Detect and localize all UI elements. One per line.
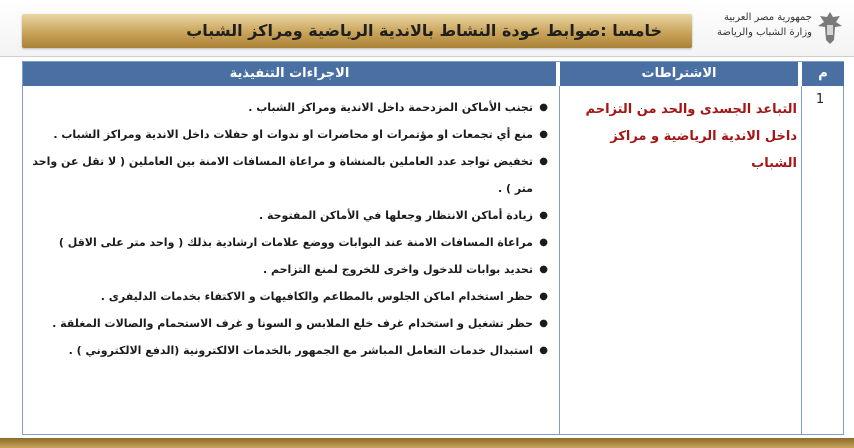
procedure-text: حظر تشغيل و استخدام غرف خلع الملابس و السونا و غرف الاستحمام والصالات المغلقة . xyxy=(52,317,533,330)
procedure-text: تحديد بوابات للدخول واخرى للخروج لمنع التزاحم . xyxy=(262,263,533,276)
procedure-item xyxy=(29,121,551,148)
bullet-icon: ● xyxy=(539,129,548,140)
bullet-icon: ● xyxy=(539,345,548,356)
ministry-line-country: جمهورية مصر العربية xyxy=(724,12,812,23)
title-bar xyxy=(22,14,692,48)
row-number: 1 xyxy=(815,92,825,107)
slide-title: خامسا :ضوابط عودة النشاط بالاندية الرياضية ومراكز الشباب xyxy=(186,21,662,40)
bullet-icon: ● xyxy=(539,291,548,302)
footer-bar xyxy=(0,438,854,448)
bullet-icon: ● xyxy=(539,237,548,248)
procedure-item xyxy=(29,337,551,364)
condition-text: التباعد الجسدى والحد من التزاحم داخل الاندية الرياضية و مراكز الشباب xyxy=(585,102,797,171)
bullet-icon: ● xyxy=(539,318,548,329)
column-header-number: م xyxy=(802,62,844,86)
procedure-text: تجنب الأماكن المزدحمة داخل الاندية ومراكز الشباب . xyxy=(248,101,533,114)
slide-header xyxy=(0,0,854,57)
bullet-icon: ● xyxy=(539,102,548,113)
bullet-icon: ● xyxy=(539,210,548,221)
procedure-text: مراعاة المسافات الامنة عند البوابات ووضع علامات ارشادية بذلك ( واحد متر على الاقل ) xyxy=(58,236,533,249)
bullet-icon: ● xyxy=(539,264,548,275)
column-divider xyxy=(801,86,802,434)
bullet-icon: ● xyxy=(539,156,548,167)
procedure-item xyxy=(29,310,551,337)
ministry-name xyxy=(696,10,812,40)
procedure-list xyxy=(29,94,551,364)
column-header-procedures: الاجراءات التنفيذية xyxy=(23,62,558,86)
column-divider xyxy=(559,86,560,434)
procedure-text: منع أي تجمعات او مؤتمرات او محاضرات او ندوات او حفلات داخل الاندية ومراكز الشباب . xyxy=(53,128,533,141)
requirements-table xyxy=(22,61,844,435)
procedure-item xyxy=(29,283,551,310)
procedure-item xyxy=(29,94,551,121)
procedure-item xyxy=(29,202,551,229)
procedure-text: استبدال خدمات التعامل المباشر مع الجمهور بالخدمات الالكترونية (الدفع الالكتروني ) . xyxy=(68,344,533,357)
eagle-emblem-icon xyxy=(816,10,844,46)
procedure-text: تخفيض تواجد عدد العاملين بالمنشاة و مراعاة المسافات الامنة بين العاملين ( لا تقل عن واحد متر ) . xyxy=(32,155,533,195)
ministry-line-ministry: وزارة الشباب والرياضة xyxy=(717,27,812,38)
procedure-item xyxy=(29,256,551,283)
procedure-item xyxy=(29,148,551,202)
procedure-item xyxy=(29,229,551,256)
column-header-conditions: الاشتراطات xyxy=(560,62,800,86)
procedure-text: حظر استخدام اماكن الجلوس بالمطاعم والكافيهات و الاكتفاء بخدمات الدليفرى . xyxy=(100,290,533,303)
procedure-text: زيادة أماكن الانتظار وجعلها في الأماكن المفتوحة . xyxy=(258,209,533,222)
